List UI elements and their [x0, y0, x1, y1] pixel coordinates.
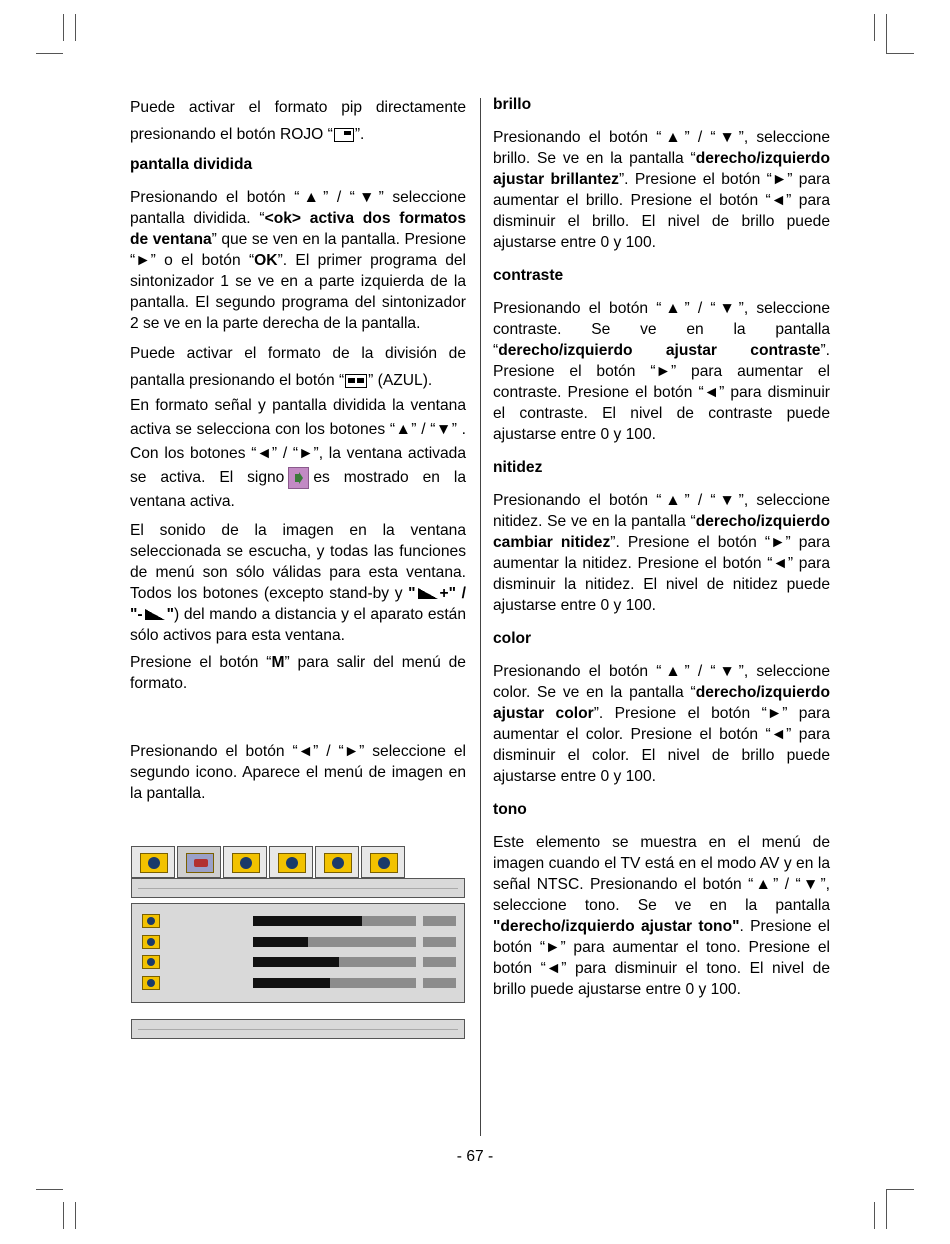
left-column — [130, 94, 466, 804]
tab-picture — [177, 846, 221, 878]
value-box — [423, 957, 456, 967]
split-paragraph: Presionando el botón “▲” / “▼” seleccione pantalla dividida. “<ok> activa dos formatos de ventana” que se ven en la pantalla. Presione “►” o el botón “OK”. El primer programa del sintonizador 1 se ve en a parte izquierda de la pantalla. El segundo programa del sintonizador 2 se ve en la parte derecha de la pantalla. — [130, 189, 466, 332]
brightness-icon — [142, 914, 160, 928]
pip-paragraph: Puede activar el formato pip directamente presionando el botón ROJO “ ”. — [130, 99, 466, 143]
level-bar — [253, 957, 416, 967]
menu-footer-strip — [131, 1019, 465, 1039]
tab-sound — [269, 846, 313, 878]
heading-color: color — [493, 630, 532, 647]
menu-row-color — [132, 973, 464, 993]
crop-mark — [874, 1202, 875, 1229]
crop-mark — [886, 1189, 887, 1229]
contraste-paragraph: Presionando el botón “▲” / “▼”, seleccione contraste. Se ve en la pantalla “derecho/izquierdo ajustar contraste”. Presione el botón “►” para aumentar el contraste. Presione el botón “◄” para disminuir el contraste. El nivel de contraste puede ajustarse entre 0 y 100. — [493, 300, 830, 443]
crop-mark — [36, 53, 63, 54]
crop-mark — [75, 14, 76, 41]
tab-install — [361, 846, 405, 878]
level-bar — [253, 937, 416, 947]
install-icon — [370, 853, 398, 873]
nitidez-paragraph: Presionando el botón “▲” / “▼”, seleccione nitidez. Se ve en la pantalla “derecho/izquierdo cambiar nitidez”. Presione el botón “►” para aumentar la nitidez. Presione el botón “◄” para disminuir la nitidez. El nivel de nitidez puede ajustarse entre 0 y 100. — [493, 492, 830, 614]
tono-paragraph: Este elemento se muestra en el menú de imagen cuando el TV está en el modo AV y en la señal NTSC. Presionando el botón “▲” / “▼”, seleccione tono. Se ve en la pantalla "derecho/izquierdo ajustar tono". Presione el botón “►” para aumentar el tono. Presione el botón “◄” para disminuir el tono. El nivel de brillo puede ajustarse entre 0 y 100. — [493, 834, 830, 998]
menu-row-contrast — [132, 932, 464, 952]
column-divider — [480, 98, 481, 1136]
level-fill — [253, 937, 308, 947]
sharpness-icon — [142, 955, 160, 969]
heading-split-screen: pantalla dividida — [130, 156, 253, 173]
level-fill — [253, 916, 362, 926]
value-box — [423, 916, 456, 926]
level-fill — [253, 957, 339, 967]
picture-menu-paragraph: Presionando el botón “◄” / “►” seleccione el segundo icono. Aparece el menú de imagen en la pantalla. — [130, 743, 466, 802]
split-blue-paragraph: Puede activar el formato de la división de pantalla presionando el botón “ ” (AZUL). — [130, 345, 466, 389]
crop-mark — [75, 1202, 76, 1229]
heading-contraste: contraste — [493, 267, 564, 284]
sound-paragraph: El sonido de la imagen en la ventana seleccionada se escucha, y todas las funciones de menú son sólo válidas para esta ventana. Todos los botones (excepto stand-by y " +" / "- ") del mando a distancia y el aparato están sólo activos para esta ventana. — [130, 522, 466, 644]
menu-panel — [131, 903, 465, 1003]
brillo-paragraph: Presionando el botón “▲” / “▼”, seleccione brillo. Se ve en la pantalla “derecho/izquierdo ajustar brillantez”. Presione el botón “►” para aumentar el brillo. Presione el botón “◄” para disminuir el brillo. El nivel de brillo puede ajustarse entre 0 y 100. — [493, 129, 831, 251]
heading-nitidez: nitidez — [493, 459, 543, 476]
menu-title-strip — [131, 878, 465, 898]
crop-mark — [886, 1189, 914, 1190]
tab-feature — [315, 846, 359, 878]
picture-icon — [186, 853, 214, 873]
speaker-icon — [288, 467, 309, 489]
level-fill — [253, 978, 330, 988]
pip-button-icon — [334, 128, 354, 142]
tab-format — [131, 846, 175, 878]
level-bar — [253, 978, 416, 988]
level-bar — [253, 916, 416, 926]
value-box — [423, 937, 456, 947]
heading-brillo: brillo — [493, 96, 532, 113]
page-number: - 67 - — [456, 1148, 494, 1165]
menu-row-sharpness — [132, 952, 464, 972]
crop-mark — [886, 53, 914, 54]
crop-mark — [886, 14, 887, 54]
right-column — [493, 94, 830, 1000]
crop-mark — [63, 14, 64, 41]
menu-tabs — [131, 846, 411, 878]
menu-row-brightness — [132, 911, 464, 931]
value-box — [423, 978, 456, 988]
active-window-paragraph: En formato señal y pantalla dividida la ventana activa se selecciona con los botones “▲” / “▼” . Con los botones “◄” / “►”, la ventana activada se activa. El signo es mostrado en la ventana activa. — [130, 397, 466, 510]
heading-tono: tono — [493, 801, 527, 818]
contrast-icon — [142, 935, 160, 949]
sound-icon — [278, 853, 306, 873]
split-button-icon — [345, 374, 367, 388]
crop-mark — [36, 1189, 63, 1190]
color-paragraph: Presionando el botón “▲” / “▼”, seleccione color. Se ve en la pantalla “derecho/izquierdo ajustar color”. Presione el botón “►” para aumentar el color. Presione el botón “◄” para disminuir el color. El nivel de brillo puede ajustarse entre 0 y 100. — [493, 663, 831, 785]
tab-position — [223, 846, 267, 878]
crop-mark — [874, 14, 875, 41]
feature-icon — [324, 853, 352, 873]
volume-icon — [418, 588, 438, 599]
crop-mark — [63, 1202, 64, 1229]
picture-menu-illustration — [131, 846, 465, 1041]
position-icon — [232, 853, 260, 873]
format-icon — [140, 853, 168, 873]
color-icon — [142, 976, 160, 990]
volume-icon — [145, 609, 165, 620]
exit-paragraph: Presione el botón “M” para salir del menú de formato. — [130, 654, 466, 692]
